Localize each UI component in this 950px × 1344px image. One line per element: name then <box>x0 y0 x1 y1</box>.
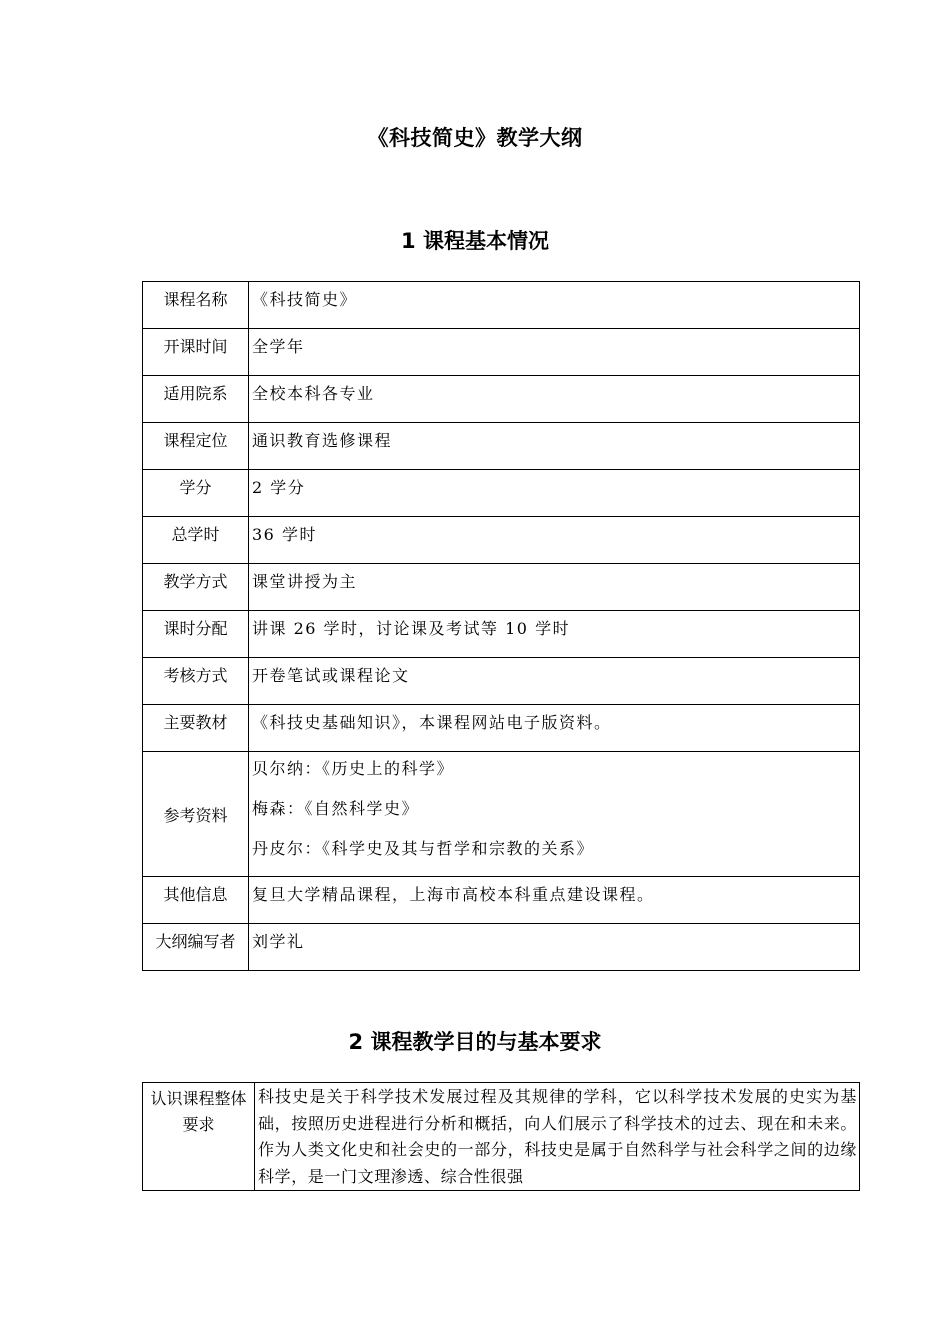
row-value: 讲课 26 学时，讨论课及考试等 10 学时 <box>249 611 860 658</box>
table-row <box>143 470 860 517</box>
row-value: 开卷笔试或课程论文 <box>249 658 860 705</box>
requirement-text: 科技史是关于科学技术发展过程及其规律的学科，它以科学技术发展的史实为基础，按照历史进程进行分析和概括，向人们展示了科学技术的过去、现在和未来。作为人类文化史和社会史的一部分，科技史是属于自然科学与社会科学之间的边缘科学，是一门文理渗透、综合性很强 <box>258 1087 857 1186</box>
section-2-heading: 2 课程教学目的与基本要求 <box>348 1030 602 1054</box>
row-value: 《科技史基础知识》，本课程网站电子版资料。 <box>249 705 860 752</box>
row-value: 全学年 <box>249 329 860 376</box>
table-row <box>143 423 860 470</box>
row-label: 课程定位 <box>143 423 249 470</box>
row-label: 大纲编写者 <box>143 924 249 971</box>
table-row <box>143 329 860 376</box>
course-requirements-table <box>142 1082 860 1191</box>
row-value: 课堂讲授为主 <box>249 564 860 611</box>
table-row <box>143 1083 860 1191</box>
table-row <box>143 877 860 924</box>
section-1-heading: 1 课程基本情况 <box>401 229 549 253</box>
table-row <box>143 924 860 971</box>
row-label: 课程名称 <box>143 282 249 329</box>
table-row <box>143 611 860 658</box>
row-value: 全校本科各专业 <box>249 376 860 423</box>
row-label: 学分 <box>143 470 249 517</box>
table-row <box>143 564 860 611</box>
course-info-table <box>142 281 860 971</box>
row-value: 《科技简史》 <box>249 282 860 329</box>
row-value: 36 学时 <box>249 517 860 564</box>
table-row <box>143 517 860 564</box>
table-row <box>143 658 860 705</box>
row-label: 主要教材 <box>143 705 249 752</box>
table-row <box>143 376 860 423</box>
reference-item: 丹皮尔：《科学史及其与哲学和宗教的关系》 <box>252 839 595 858</box>
reference-list <box>249 752 860 877</box>
row-label: 考核方式 <box>143 658 249 705</box>
row-value: 通识教育选修课程 <box>249 423 860 470</box>
reference-item: 贝尔纳：《历史上的科学》 <box>252 759 455 778</box>
reference-item: 梅森：《自然科学史》 <box>252 799 420 818</box>
row-label: 适用院系 <box>143 376 249 423</box>
row-label: 总学时 <box>143 517 249 564</box>
document-title: 《科技简史》教学大纲 <box>367 126 583 150</box>
requirement-label: 认识课程整体要求 <box>143 1083 255 1191</box>
row-label: 其他信息 <box>143 877 249 924</box>
row-value: 刘学礼 <box>249 924 860 971</box>
row-label: 课时分配 <box>143 611 249 658</box>
table-row <box>143 705 860 752</box>
requirement-text-cell <box>255 1083 860 1191</box>
table-row <box>143 282 860 329</box>
row-label: 教学方式 <box>143 564 249 611</box>
table-row-references <box>143 752 860 877</box>
row-label: 参考资料 <box>143 752 249 877</box>
row-value: 复旦大学精品课程，上海市高校本科重点建设课程。 <box>249 877 860 924</box>
row-value: 2 学分 <box>249 470 860 517</box>
row-label: 开课时间 <box>143 329 249 376</box>
